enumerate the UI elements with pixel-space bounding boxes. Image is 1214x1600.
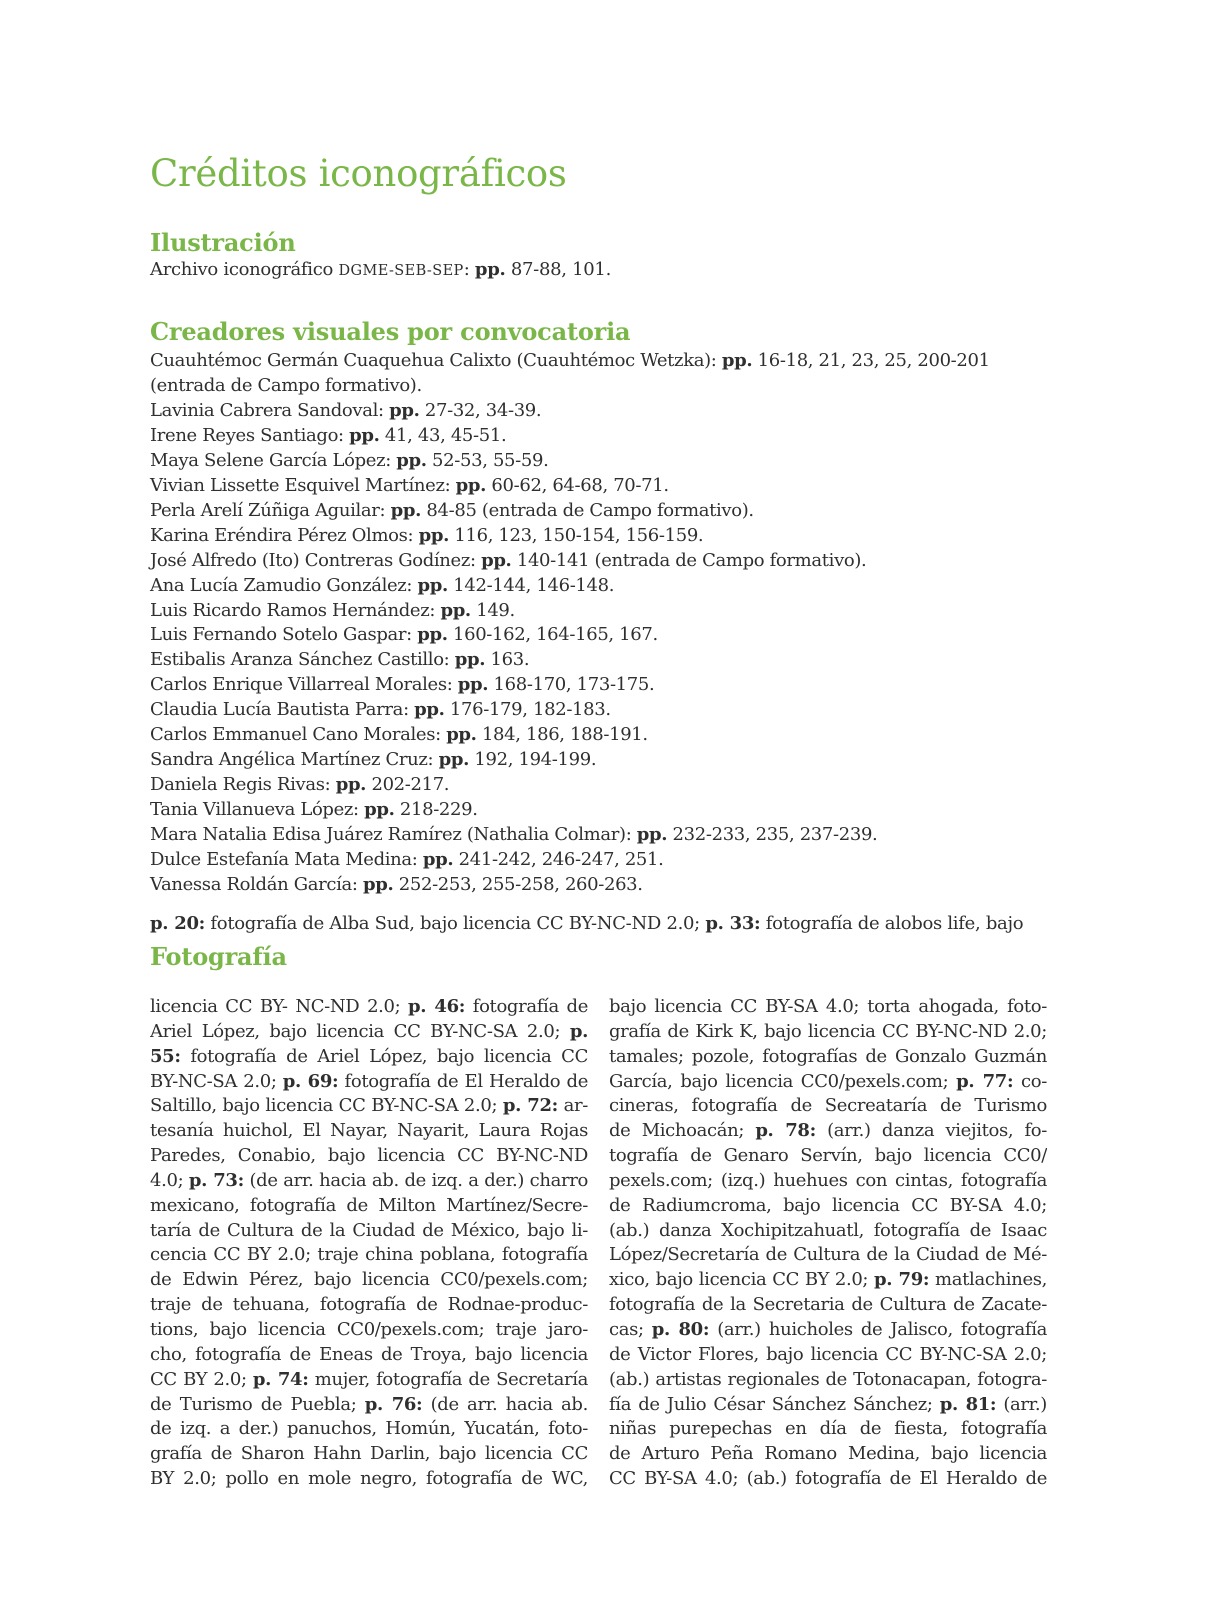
ilustracion-heading: Ilustración bbox=[150, 228, 296, 257]
credit-text: Ariel López, bajo licencia CC BY-NC-SA 2.0; bbox=[150, 1020, 570, 1042]
credit-text: taría de Cultura de la Ciudad de México, bajo li- bbox=[150, 1219, 588, 1241]
credit-creator: Estibalis Aranza Sánchez Castillo: bbox=[150, 649, 455, 671]
credit-text: ar- bbox=[557, 1095, 588, 1117]
credit-text: fía de Julio César Sánchez Sánchez; bbox=[609, 1393, 940, 1415]
text-line bbox=[609, 1169, 1047, 1194]
credit-pages: 176-179, 182-183. bbox=[444, 699, 611, 721]
credit-pp-label: pp. bbox=[457, 674, 489, 696]
page-reference: 55: bbox=[150, 1045, 181, 1067]
credit-text: Paredes, Conabio, bajo licencia CC BY-NC-ND bbox=[150, 1145, 588, 1167]
ilustracion-colon: : bbox=[463, 259, 475, 280]
text-line bbox=[609, 1293, 1047, 1318]
credit-item bbox=[150, 748, 990, 773]
credit-pp-label: pp. bbox=[454, 649, 486, 671]
credit-creator: Maya Selene García López: bbox=[150, 449, 397, 471]
text-line bbox=[609, 1094, 1047, 1119]
credit-text: traje de tehuana, fotografía de Rodnae-produc- bbox=[150, 1294, 588, 1316]
credit-text: niñas purepechas en día de fiesta, fotografía bbox=[609, 1418, 1047, 1440]
credit-item bbox=[150, 873, 990, 898]
credit-text: fotografía de El Heraldo de bbox=[338, 1070, 588, 1092]
text-line bbox=[609, 1020, 1047, 1045]
credit-text: cencia CC BY 2.0; traje china poblana, fotografía bbox=[150, 1244, 588, 1266]
credit-pp-label: pp. bbox=[446, 724, 477, 746]
credit-text: bajo licencia CC BY-SA 4.0; torta ahogada, foto- bbox=[609, 996, 1047, 1017]
credit-creator: Tania Villanueva López: bbox=[150, 799, 365, 821]
page-reference: p. 72: bbox=[502, 1095, 558, 1117]
credit-pp-label: pp. bbox=[390, 499, 422, 521]
credit-pages: 41, 43, 45-51. bbox=[379, 424, 507, 446]
page-reference: p. 20: bbox=[150, 913, 206, 934]
credit-pages: 202-217. bbox=[366, 774, 450, 796]
credit-text: licencia CC BY- NC-ND 2.0; bbox=[150, 996, 409, 1017]
text-line bbox=[150, 1442, 588, 1467]
text-line bbox=[609, 1219, 1047, 1244]
text-line bbox=[609, 1268, 1047, 1293]
page-reference: p. 79: bbox=[874, 1269, 930, 1291]
credit-text: (arr.) bbox=[996, 1393, 1047, 1415]
page-reference: p. 69: bbox=[282, 1070, 339, 1092]
credit-creator: Perla Arelí Zúñiga Aguilar: bbox=[150, 499, 391, 521]
page-reference: p. 74: bbox=[252, 1368, 309, 1390]
text-line bbox=[609, 1467, 1047, 1492]
credit-pp-label: pp. bbox=[389, 399, 420, 421]
credit-pages: 142-144, 146-148. bbox=[447, 574, 615, 596]
text-line bbox=[150, 1243, 588, 1268]
text-line bbox=[609, 1368, 1047, 1393]
fotografia-column-left bbox=[150, 995, 588, 1492]
credit-pp-label: pp. bbox=[414, 699, 445, 721]
credit-text: matlachines, bbox=[929, 1269, 1047, 1291]
credit-text: López/Secretaría de Cultura de la Ciudad de Mé- bbox=[609, 1244, 1047, 1266]
credit-text: xico, bajo licencia CC BY 2.0; bbox=[609, 1269, 874, 1291]
credit-text: mujer, fotografía de Secretaría bbox=[308, 1368, 588, 1390]
credit-text: fotografía de alobos life, bajo bbox=[760, 913, 1024, 934]
credit-creator: Luis Ricardo Ramos Hernández: bbox=[150, 599, 441, 621]
credit-text: (ab.) danza Xochipitzahuatl, fotografía de Isaac bbox=[609, 1219, 1047, 1241]
credit-item bbox=[150, 424, 990, 449]
credit-item bbox=[150, 349, 990, 374]
credit-pages: 84-85 (entrada de Campo formativo). bbox=[421, 499, 754, 521]
credit-text: de Arturo Peña Romano Medina, bajo licencia bbox=[609, 1443, 1047, 1465]
text-line bbox=[609, 1318, 1047, 1343]
credit-text: mexicano, fotografía de Milton Martínez/Secre- bbox=[150, 1194, 588, 1216]
text-line bbox=[609, 1343, 1047, 1368]
credit-pages: 149. bbox=[470, 599, 515, 621]
credit-text: de Turismo de Puebla; bbox=[150, 1393, 365, 1415]
credit-item bbox=[150, 499, 990, 524]
credit-text: (de arr. hacia ab. bbox=[422, 1393, 588, 1415]
ilustracion-pp: pp. bbox=[474, 259, 506, 280]
text-line bbox=[150, 1343, 588, 1368]
credit-pp-label: pp. bbox=[363, 874, 394, 896]
credit-pages: 27-32, 34-39. bbox=[419, 399, 542, 421]
fotografia-column-right bbox=[609, 995, 1047, 1492]
credit-text: tesanía huichol, El Nayar, Nayarit, Laura Rojas bbox=[150, 1120, 588, 1142]
credit-creator: Sandra Angélica Martínez Cruz: bbox=[150, 749, 439, 771]
credit-pages: 52-53, 55-59. bbox=[426, 449, 549, 471]
credit-creator: Daniela Regis Rivas: bbox=[150, 774, 336, 796]
credit-pages: 60-62, 64-68, 70-71. bbox=[486, 474, 669, 496]
credit-text: de Michoacán; bbox=[609, 1120, 756, 1142]
credit-item bbox=[150, 823, 990, 848]
page-reference: p. 81: bbox=[939, 1393, 997, 1415]
credit-text: cho, fotografía de Eneas de Troya, bajo licencia bbox=[150, 1343, 588, 1365]
credit-text: tamales; pozole, fotografías de Gonzalo Guzmán bbox=[609, 1045, 1047, 1067]
text-line bbox=[609, 1070, 1047, 1095]
text-line bbox=[150, 1169, 588, 1194]
credit-item bbox=[150, 798, 990, 823]
credit-creator: Luis Fernando Sotelo Gaspar: bbox=[150, 624, 418, 646]
credit-creator: Lavinia Cabrera Sandoval: bbox=[150, 399, 390, 421]
text-line bbox=[609, 1045, 1047, 1070]
credit-pages: 252-253, 255-258, 260-263. bbox=[393, 874, 643, 896]
credit-text: Saltillo, bajo licencia CC BY-NC-SA 2.0; bbox=[150, 1095, 503, 1117]
credit-pages: 140-141 (entrada de Campo formativo). bbox=[511, 549, 867, 571]
credit-pp-label: pp. bbox=[349, 424, 380, 446]
credit-item bbox=[150, 773, 990, 798]
credit-text: CC BY 2.0; bbox=[150, 1368, 253, 1390]
credit-text: de Edwin Pérez, bajo licencia CC0/pexels.com; bbox=[150, 1269, 588, 1291]
credit-text: fotografía de Ariel López, bajo licencia CC bbox=[180, 1045, 588, 1067]
credit-item bbox=[150, 524, 990, 549]
credit-pp-label: pp. bbox=[396, 449, 427, 471]
text-line bbox=[609, 1243, 1047, 1268]
credit-pages: 116, 123, 150-154, 156-159. bbox=[449, 524, 704, 546]
credit-item bbox=[150, 673, 990, 698]
credit-pp-label: pp. bbox=[417, 574, 448, 596]
credit-creator: Carlos Enrique Villarreal Morales: bbox=[150, 674, 458, 696]
credit-creator: Claudia Lucía Bautista Parra: bbox=[150, 699, 415, 721]
text-line bbox=[150, 1094, 588, 1119]
text-line bbox=[609, 1194, 1047, 1219]
page-reference: p. 80: bbox=[651, 1318, 710, 1340]
credit-text: 4.0; bbox=[150, 1169, 189, 1191]
page-reference: p. 78: bbox=[755, 1120, 816, 1142]
credit-item bbox=[150, 848, 990, 873]
text-line bbox=[150, 1417, 588, 1442]
credit-item bbox=[150, 599, 990, 624]
credit-pages: 163. bbox=[485, 649, 530, 671]
page-reference: p. 76: bbox=[364, 1393, 423, 1415]
credit-pages: 218-229. bbox=[394, 799, 478, 821]
credit-text: fotografía de la Secretaria de Cultura de Zacate- bbox=[609, 1294, 1047, 1316]
credit-text: (arr.) huicholes de Jalisco, fotografía bbox=[709, 1318, 1047, 1340]
credit-text: de izq. a der.) panuchos, Homún, Yucatán, foto- bbox=[150, 1418, 588, 1440]
credit-text: (arr.) danza viejitos, fo- bbox=[815, 1120, 1047, 1142]
credit-item bbox=[150, 648, 990, 673]
ilustracion-pages: 87-88, 101. bbox=[505, 259, 611, 280]
text-line bbox=[150, 1293, 588, 1318]
credit-pp-label: pp. bbox=[721, 350, 753, 371]
credit-item bbox=[150, 374, 990, 399]
credit-item bbox=[150, 474, 990, 499]
credit-pp-label: pp. bbox=[481, 549, 512, 571]
credit-text: tions, bajo licencia CC0/pexels.com; traje jaro- bbox=[150, 1318, 588, 1340]
text-line bbox=[150, 1045, 588, 1070]
credit-pp-label: pp. bbox=[438, 749, 470, 771]
credit-text: de Victor Flores, bajo licencia CC BY-NC-SA 2.0; bbox=[609, 1343, 1047, 1365]
text-line bbox=[150, 1020, 588, 1045]
text-line bbox=[150, 1194, 588, 1219]
text-line bbox=[150, 1119, 588, 1144]
credit-creator: (entrada de Campo formativo). bbox=[150, 374, 422, 396]
creadores-heading: Creadores visuales por convocatoria bbox=[150, 317, 631, 346]
credit-pages: 232-233, 235, 237-239. bbox=[667, 824, 878, 846]
text-line bbox=[609, 1119, 1047, 1144]
credit-creator: Mara Natalia Edisa Juárez Ramírez (Nathalia Colmar): bbox=[150, 824, 637, 846]
ilustracion-institution: DGME-SEB-SEP bbox=[338, 263, 464, 279]
page-title: Créditos iconográficos bbox=[150, 152, 567, 195]
credit-text: BY-NC-SA 2.0; bbox=[150, 1070, 283, 1092]
credit-text: (ab.) artistas regionales de Totonacapan, fotogra- bbox=[609, 1368, 1047, 1390]
ilustracion-line bbox=[150, 257, 611, 284]
text-line bbox=[150, 1219, 588, 1244]
credit-creator: José Alfredo (Ito) Contreras Godínez: bbox=[150, 549, 482, 571]
credit-pp-label: pp. bbox=[418, 524, 450, 546]
credit-pp-label: pp. bbox=[417, 624, 448, 646]
credit-pages: 168-170, 173-175. bbox=[488, 674, 655, 696]
credit-item bbox=[150, 723, 990, 748]
credit-text: CC BY-SA 4.0; (ab.) fotografía de El Heraldo de bbox=[609, 1468, 1047, 1490]
credit-pp-label: pp. bbox=[364, 799, 395, 821]
credit-text: cas; bbox=[609, 1318, 652, 1340]
text-line bbox=[150, 1393, 588, 1418]
text-line bbox=[150, 1268, 588, 1293]
credit-creator: Irene Reyes Santiago: bbox=[150, 424, 350, 446]
credit-pp-label: pp. bbox=[335, 774, 367, 796]
credit-item bbox=[150, 623, 990, 648]
credit-item bbox=[150, 549, 990, 574]
text-line bbox=[150, 1368, 588, 1393]
page-reference: p. 73: bbox=[188, 1169, 244, 1191]
text-line bbox=[609, 1144, 1047, 1169]
creadores-list bbox=[150, 349, 990, 898]
credit-creator: Ana Lucía Zamudio González: bbox=[150, 574, 418, 596]
credit-creator: Vanessa Roldán García: bbox=[150, 874, 363, 896]
credit-text: cineras, fotografía de Secreataría de Turismo bbox=[609, 1095, 1047, 1117]
credit-text: pexels.com; (izq.) huehues con cintas, fotografía bbox=[609, 1169, 1047, 1191]
credit-item bbox=[150, 449, 990, 474]
credit-text: tografía de Genaro Servín, bajo licencia CC0/ bbox=[609, 1145, 1047, 1167]
credit-text: fotografía de bbox=[465, 996, 588, 1017]
text-line bbox=[150, 1318, 588, 1343]
credit-text: grafía de Sharon Hahn Darlin, bajo licencia CC bbox=[150, 1443, 588, 1465]
credit-text: grafía de Kirk K, bajo licencia CC BY-NC-ND 2.0; bbox=[609, 1020, 1047, 1042]
text-line bbox=[609, 1393, 1047, 1418]
fotografia-intro bbox=[150, 911, 1023, 936]
credit-item bbox=[150, 698, 990, 723]
text-line bbox=[609, 1417, 1047, 1442]
credit-pp-label: pp. bbox=[636, 824, 668, 846]
credit-text: co- bbox=[1013, 1070, 1047, 1092]
credit-text: (de arr. hacia ab. de izq. a der.) charro bbox=[243, 1169, 588, 1191]
fotografia-heading: Fotografía bbox=[150, 942, 287, 971]
credit-pages: 184, 186, 188-191. bbox=[476, 724, 648, 746]
credit-text: García, bajo licencia CC0/pexels.com; bbox=[609, 1070, 957, 1092]
credit-pp-label: pp. bbox=[440, 599, 471, 621]
credit-text: BY 2.0; pollo en mole negro, fotografía de WC, bbox=[150, 1468, 588, 1490]
ilustracion-text: Archivo iconográfico bbox=[150, 259, 339, 280]
credit-pp-label: pp. bbox=[422, 849, 454, 871]
page-reference: p. 77: bbox=[956, 1070, 1014, 1092]
credit-item bbox=[150, 574, 990, 599]
credit-creator: Dulce Estefanía Mata Medina: bbox=[150, 849, 423, 871]
page-reference: p. 33: bbox=[705, 913, 761, 934]
text-line bbox=[609, 995, 1047, 1020]
text-line bbox=[150, 1070, 588, 1095]
credit-creator: Carlos Emmanuel Cano Morales: bbox=[150, 724, 447, 746]
credit-pages: 16-18, 21, 23, 25, 200-201 bbox=[752, 350, 990, 371]
credit-item bbox=[150, 399, 990, 424]
text-line bbox=[150, 1467, 588, 1492]
credit-creator: Karina Eréndira Pérez Olmos: bbox=[150, 524, 419, 546]
credit-pages: 192, 194-199. bbox=[469, 749, 597, 771]
page-reference: p. 46: bbox=[408, 996, 466, 1017]
credit-pages: 160-162, 164-165, 167. bbox=[447, 624, 658, 646]
text-line bbox=[150, 1144, 588, 1169]
credit-pp-label: pp. bbox=[455, 474, 487, 496]
credit-creator: Cuauhtémoc Germán Cuaquehua Calixto (Cuauhtémoc Wetzka): bbox=[150, 350, 722, 371]
credit-text: de Radiumcroma, bajo licencia CC BY-SA 4.0; bbox=[609, 1194, 1047, 1216]
credit-text: fotografía de Alba Sud, bajo licencia CC BY-NC-ND 2.0; bbox=[205, 913, 706, 934]
text-line bbox=[609, 1442, 1047, 1467]
credit-pages: 241-242, 246-247, 251. bbox=[453, 849, 664, 871]
page-reference: p. bbox=[569, 1020, 588, 1042]
text-line bbox=[150, 995, 588, 1020]
credit-creator: Vivian Lissette Esquivel Martínez: bbox=[150, 474, 456, 496]
